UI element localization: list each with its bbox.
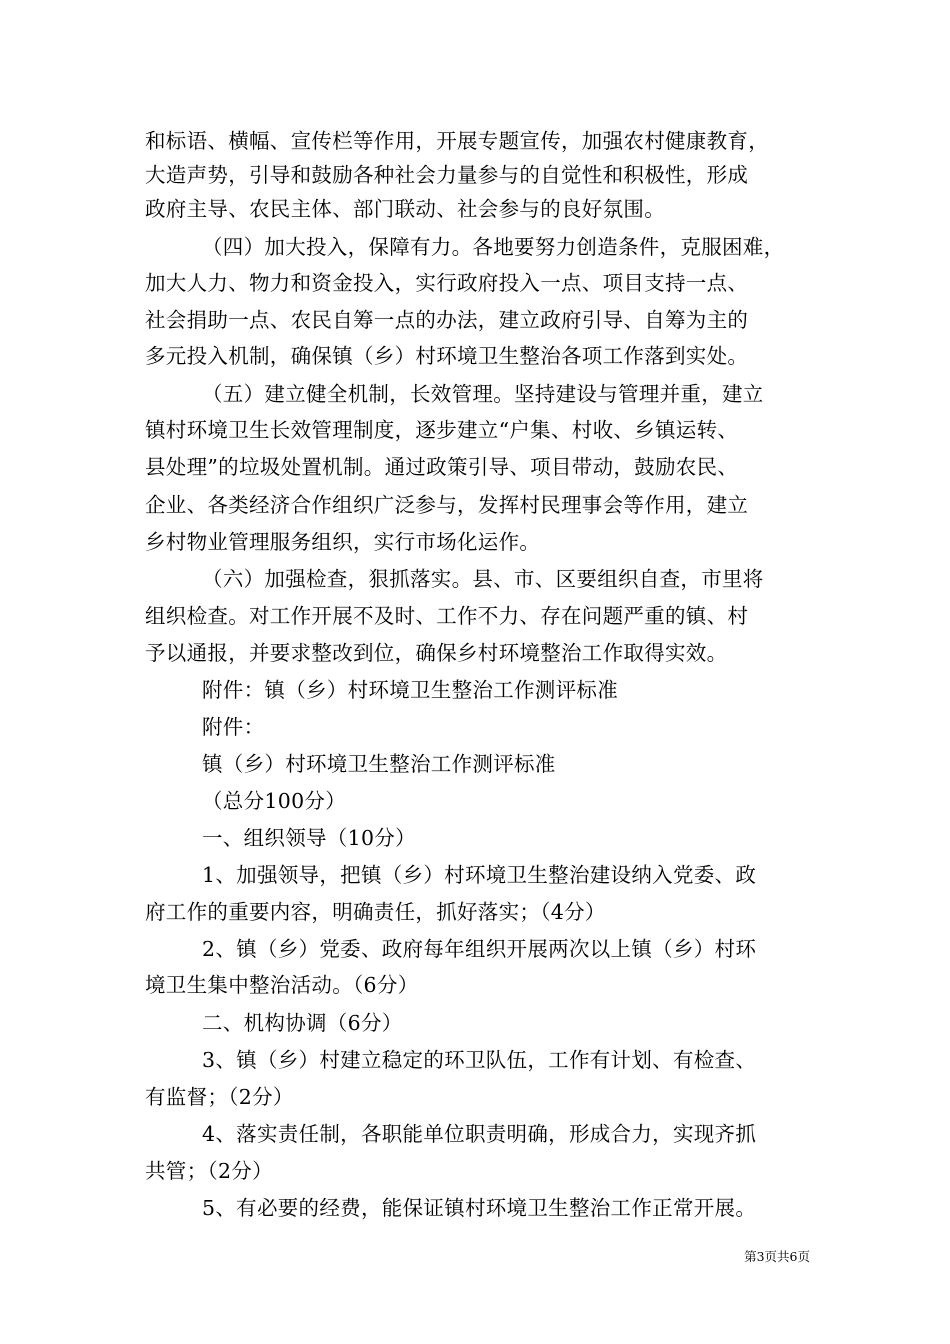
text-line: 共管；（2分） (145, 1159, 273, 1183)
text-line: 大造声势，引导和鼓励各种社会力量参与的自觉性和积极性，形成 (145, 163, 749, 187)
criterion-item: 5、有必要的经费，能保证镇村环境卫生整治工作正常开展。 (202, 1196, 757, 1220)
section-heading: 一、组织领导（10分） (202, 826, 416, 850)
text-line: 府工作的重要内容，明确责任，抓好落实；（4分） (145, 900, 606, 924)
paragraph-start-line: （五）建立健全机制，长效管理。坚持建设与管理并重，建立 (202, 382, 764, 406)
criterion-item: 4、落实责任制，各职能单位职责明确，形成合力，实现齐抓 (202, 1122, 757, 1146)
text-line: 乡村物业管理服务组织，实行市场化运作。 (145, 530, 541, 554)
text-line: 企业、各类经济合作组织广泛参与，发挥村民理事会等作用，建立 (145, 493, 749, 517)
paragraph-start-line: （六）加强检查，狠抓落实。县、市、区要组织自查，市里将 (202, 567, 764, 591)
section-heading: 二、机构协调（6分） (202, 1011, 403, 1035)
text-line: 多元投入机制，确保镇（乡）村环境卫生整治各项工作落到实处。 (145, 344, 749, 368)
attachment-label: 附件： (202, 715, 265, 739)
total-score: （总分100分） (202, 789, 347, 813)
text-line: 和标语、横幅、宣传栏等作用，开展专题宣传，加强农村健康教育， (145, 129, 769, 153)
text-line: 境卫生集中整治活动。（6分） (145, 973, 419, 997)
text-line: 有监督；（2分） (145, 1085, 294, 1109)
criterion-item: 2、镇（乡）党委、政府每年组织开展两次以上镇（乡）村环 (202, 937, 757, 961)
criterion-item: 1、加强领导，把镇（乡）村环境卫生整治建设纳入党委、政 (202, 863, 757, 887)
text-line: 加大人力、物力和资金投入，实行政府投入一点、项目支持一点、 (145, 271, 749, 295)
text-line: 组织检查。对工作开展不及时、工作不力、存在问题严重的镇、村 (145, 604, 749, 628)
standard-title: 镇（乡）村环境卫生整治工作测评标准 (202, 752, 556, 776)
text-line: 镇村环境卫生长效管理制度，逐步建立“户集、村收、乡镇运转、 (145, 418, 739, 442)
text-line: 社会捐助一点、农民自筹一点的办法，建立政府引导、自筹为主的 (145, 308, 749, 332)
text-line: 政府主导、农民主体、部门联动、社会参与的良好氛围。 (145, 197, 665, 221)
page-number-footer: 第3页共6页 (744, 1249, 810, 1264)
text-line: 予以通报，并要求整改到位，确保乡村环境整治工作取得实效。 (145, 641, 728, 665)
paragraph-start-line: （四）加大投入，保障有力。各地要努力创造条件，克服困难， (202, 235, 785, 259)
criterion-item: 3、镇（乡）村建立稳定的环卫队伍，工作有计划、有检查、 (202, 1048, 757, 1072)
attachment-note: 附件：镇（乡）村环境卫生整治工作测评标准 (202, 678, 618, 702)
text-line: 县处理”的垃圾处置机制。通过政策引导、项目带动，鼓励农民、 (145, 455, 739, 479)
